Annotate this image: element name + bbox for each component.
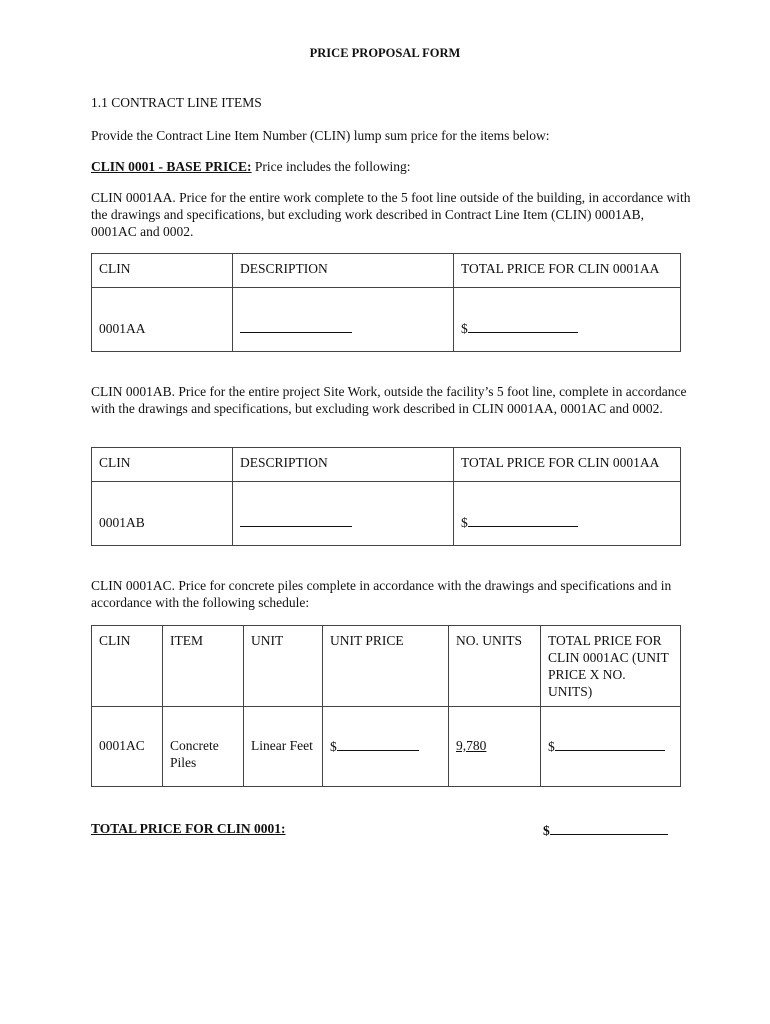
dollar-sign: $ bbox=[330, 739, 337, 754]
total-price-field[interactable] bbox=[454, 288, 681, 352]
clin-number: 0001AB bbox=[92, 482, 233, 546]
header-clin: CLIN bbox=[92, 626, 163, 707]
price-blank[interactable] bbox=[468, 513, 578, 527]
description-field[interactable] bbox=[233, 482, 454, 546]
clin-number: 0001AC bbox=[92, 707, 163, 787]
total-price-blank[interactable] bbox=[550, 821, 668, 835]
header-total-price: TOTAL PRICE FOR CLIN 0001AA bbox=[454, 448, 681, 482]
header-clin: CLIN bbox=[92, 254, 233, 288]
table-row bbox=[92, 482, 681, 546]
item-name: Concrete Piles bbox=[163, 707, 244, 787]
header-clin: CLIN bbox=[92, 448, 233, 482]
price-blank[interactable] bbox=[468, 319, 578, 333]
clin-0001ab-description: CLIN 0001AB. Price for the entire project Site Work, outside the facility’s 5 foot line, complete in accordance with the drawings and specifications, but excluding work described in CLIN 0001AA, 0001AC and 0002. bbox=[91, 384, 687, 416]
description-blank[interactable] bbox=[240, 513, 352, 527]
description-blank[interactable] bbox=[240, 319, 352, 333]
header-total-price: TOTAL PRICE FOR CLIN 0001AC (UNIT PRICE X NO. UNITS) bbox=[541, 626, 681, 707]
table-header-row bbox=[92, 448, 681, 482]
header-description: DESCRIPTION bbox=[233, 448, 454, 482]
header-description: DESCRIPTION bbox=[233, 254, 454, 288]
table-row bbox=[92, 288, 681, 352]
total-price-label: TOTAL PRICE FOR CLIN 0001: bbox=[91, 821, 286, 836]
clin-0001ab-table bbox=[91, 447, 681, 546]
clin-0001ac-table bbox=[91, 625, 681, 787]
table-header-row bbox=[92, 626, 681, 707]
clin-0001aa-description: CLIN 0001AA. Price for the entire work complete to the 5 foot line outside of the building, in accordance with the drawings and specifications, but excluding work described in Contract Line Item (CLIN) 0001AB, 0001AC and 0002. bbox=[91, 190, 691, 239]
description-field[interactable] bbox=[233, 288, 454, 352]
table-header-row bbox=[92, 254, 681, 288]
clin-0001-rest: Price includes the following: bbox=[251, 159, 411, 174]
no-units-text: 9,780 bbox=[456, 738, 487, 753]
clin-0001ac-description: CLIN 0001AC. Price for concrete piles complete in accordance with the drawings and specifications and in accordance with the following schedule: bbox=[91, 578, 672, 610]
total-price-field[interactable] bbox=[454, 482, 681, 546]
dollar-sign: $ bbox=[461, 515, 468, 530]
header-total-price: TOTAL PRICE FOR CLIN 0001AA bbox=[454, 254, 681, 288]
dollar-sign: $ bbox=[461, 321, 468, 336]
total-price-field[interactable] bbox=[543, 821, 668, 839]
no-units-value bbox=[449, 707, 541, 787]
clin-number: 0001AA bbox=[92, 288, 233, 352]
unit-price-blank[interactable] bbox=[337, 737, 419, 751]
header-item: ITEM bbox=[163, 626, 244, 707]
dollar-sign: $ bbox=[548, 739, 555, 754]
header-unit: UNIT bbox=[244, 626, 323, 707]
form-title: PRICE PROPOSAL FORM bbox=[309, 46, 461, 60]
total-price-blank[interactable] bbox=[555, 737, 665, 751]
table-row bbox=[92, 707, 681, 787]
clin-0001-heading bbox=[91, 158, 691, 175]
header-unit-price: UNIT PRICE bbox=[323, 626, 449, 707]
dollar-sign: $ bbox=[543, 823, 550, 838]
clin-0001aa-table bbox=[91, 253, 681, 352]
section-heading: 1.1 CONTRACT LINE ITEMS bbox=[91, 95, 262, 110]
total-price-field[interactable] bbox=[541, 707, 681, 787]
intro-text: Provide the Contract Line Item Number (CLIN) lump sum price for the items below: bbox=[91, 128, 550, 143]
unit-price-field[interactable] bbox=[323, 707, 449, 787]
unit-name: Linear Feet bbox=[244, 707, 323, 787]
clin-0001-label: CLIN 0001 - BASE PRICE: bbox=[91, 159, 252, 174]
header-no-units: NO. UNITS bbox=[449, 626, 541, 707]
